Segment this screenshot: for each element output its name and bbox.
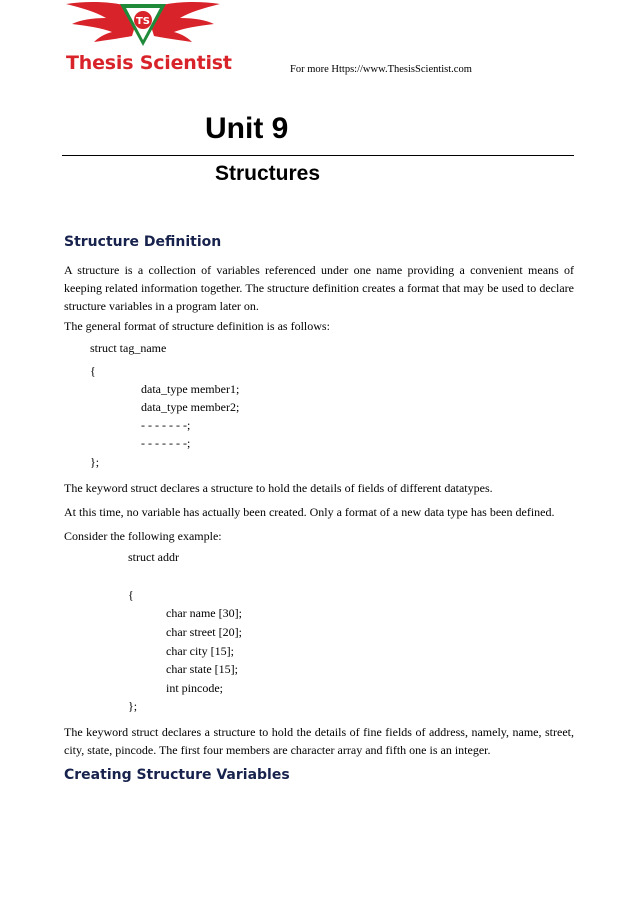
code-line: char name [30]; xyxy=(166,606,242,620)
code-line: - - - - - - -; xyxy=(141,436,191,450)
code-line: data_type member1; xyxy=(141,382,240,396)
header-website-link[interactable]: For more Https://www.ThesisScientist.com xyxy=(290,64,472,75)
code-line: - - - - - - -; xyxy=(141,418,191,432)
paragraph-intro: A structure is a collection of variables referenced under one name providing a convenient means of keeping related information together. The structure definition creates a format that may be used to declare structure variables in a program later on. xyxy=(64,263,574,313)
page-title: Unit 9 xyxy=(205,112,289,145)
code-line: char city [15]; xyxy=(166,644,234,658)
code-line: char state [15]; xyxy=(166,662,238,676)
title-divider xyxy=(62,155,574,156)
code-line: data_type member2; xyxy=(141,400,240,414)
paragraph-general-format: The general format of structure definition is as follows: xyxy=(64,319,330,333)
paragraph-keyword-struct: The keyword struct declares a structure to hold the details of fields of different datatypes. xyxy=(64,481,493,495)
code-line: { xyxy=(128,588,134,602)
code-line: struct addr xyxy=(128,550,179,564)
paragraph-address-fields: The keyword struct declares a structure to hold the details of fine fields of address, namely, name, street, city, state, pincode. The first four members are character array and fifth one is an integer. xyxy=(64,725,574,757)
paragraph-example: Consider the following example: xyxy=(64,529,222,543)
section-heading-creating-variables: Creating Structure Variables xyxy=(64,767,290,783)
code-line: }; xyxy=(90,455,100,469)
page-subtitle: Structures xyxy=(215,162,321,185)
code-line: int pincode; xyxy=(166,681,223,695)
section-heading-structure-definition: Structure Definition xyxy=(64,234,222,250)
code-line: struct tag_name xyxy=(90,341,167,355)
code-line: }; xyxy=(128,699,138,713)
code-line: char street [20]; xyxy=(166,625,242,639)
paragraph-no-variable: At this time, no variable has actually been created. Only a format of a new data type has been defined. xyxy=(64,505,555,519)
logo-text: Thesis Scientist xyxy=(66,52,232,74)
code-line: { xyxy=(90,364,96,378)
svg-text:TS: TS xyxy=(135,16,151,27)
